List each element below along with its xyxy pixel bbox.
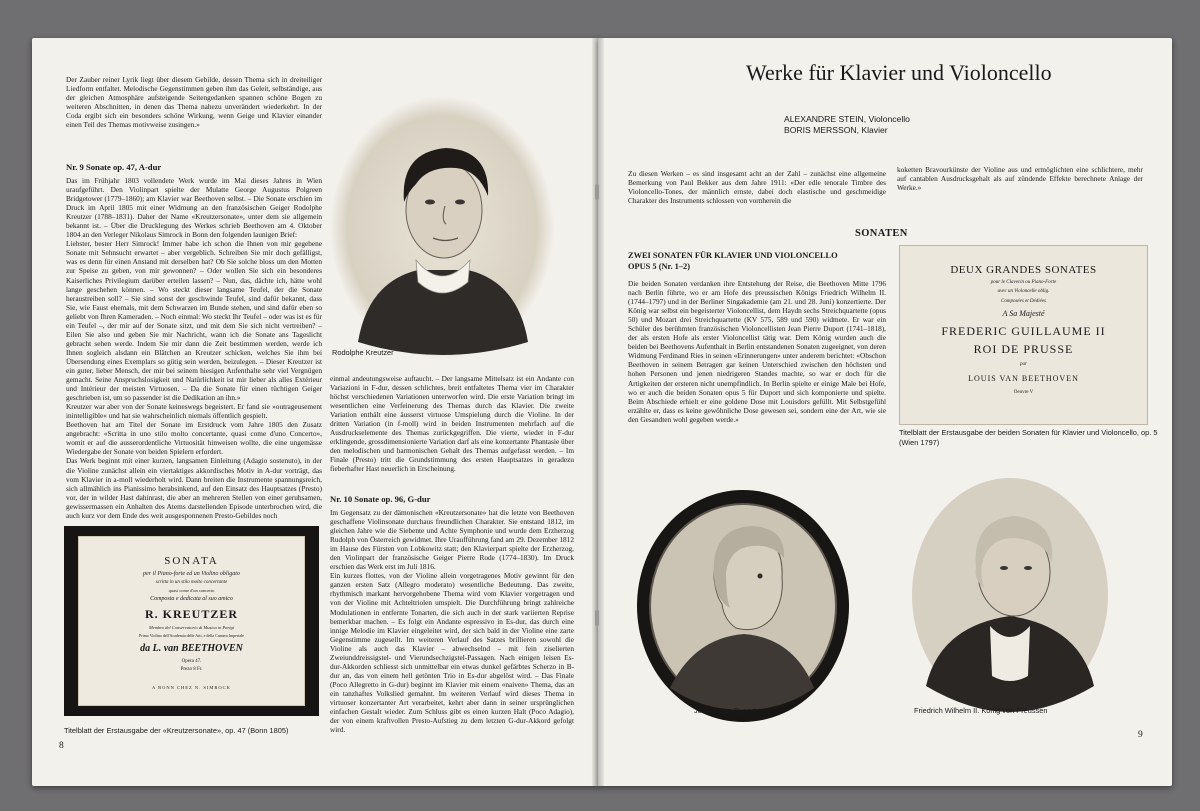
nr10-heading: Nr. 10 Sonate op. 96, G-dur	[330, 494, 431, 504]
nr9-continued-text: einmal andeutungsweise auftaucht. – Der langsame Mittelsatz ist ein Andante con Variazioni in F-dur, dessen schlichtes, breit entfaltetes Thema vier im Charakter höchst verschiedenen Variationen unterworfen wird. Die erste Variation bringt im wesentlichen eine Verfeinerung des Themas durch das Klavier. Die zweite Variation enthält eine äusserst virtuose Umspielung durch die Violine. In der dritten Variation (in f-moll) wird in beiden Instrumenten mehrfach auf die Ausdruckselemente des Themas zurückgegriffen. Die vierte, wieder in F-dur erklingende, grossdimensionierte Variation darf als eine konzertante Phantasie über den melodischen und harmonischen Gehalt des Themas aufgefasst werden. – Im Finale (Presto) tritt die Grundstimmung des ersten Hauptsatzes in geradezu fieberhafter Hast neuerlich in Erscheinung.	[330, 374, 574, 474]
tp-line: A Sa Majesté	[1002, 309, 1045, 318]
page-number-right: 9	[1138, 730, 1143, 740]
tp-line: avec un Violoncelle oblig.	[997, 289, 1050, 294]
friedrich-wilhelm-portrait	[910, 476, 1110, 714]
tp-line: per il Piano-forte ed un Violino obligato	[143, 571, 240, 577]
intro-col2: koketten Bravourkünste der Violine aus und ermöglichten eine schlichtere, mehr auf cantablen Ausdrucksgehalt als auf zündende Effekte berechnete Anlage der Werke.»	[897, 165, 1143, 193]
kreutzer-title-page-image	[64, 526, 319, 716]
tp-line: pour le Clavecin ou Piano-Forte	[990, 280, 1057, 285]
tp-line: da L. van BEETHOVEN	[140, 643, 243, 654]
tp-line: A BONN CHEZ N. SIMROCK	[152, 685, 231, 690]
tp-line: Membro del Conservatorio di Musica in Parigi	[148, 625, 235, 630]
booklet-spine	[592, 38, 604, 786]
section-heading: SONATEN	[855, 228, 908, 239]
tp-line: Oeuvre V	[1013, 390, 1034, 395]
nr9-heading: Nr. 9 Sonate op. 47, A-dur	[66, 162, 162, 172]
tp-line: Primo Violino dell'Academia delle Arti, e della Camera Imperiale	[139, 633, 244, 638]
duport-caption: Jean Pierre Duport	[694, 706, 757, 715]
nr10-body-text: Im Gegensatz zu der dämonischen «Kreutzersonate» hat die letzte von Beethoven geschaffene Violinsonate durchaus freundlichen Charakter. Sie entstand 1812, im gleichen Jahre wie die Siebente und Achte Symphonie und wurde dem Erzherzog Rudolph von Österreich gewidmet. Ihre Uraufführung fand am 29. Dezember 1812 im Hause des Fürsten von Lobkowitz statt; den Klavierpart spielte der Erzherzog, den Violinpart der französische Geiger Pierre Rode (1774–1830). Im Druck erschien das Werk erst im Juli 1816. Ein kurzes flottes, von der Violine allein vorgetragenes Motiv gewinnt für den ganzen ersten Satz (Allegro moderato) wesentliche Bedeutung. Das zweite, rhythmisch markant hervorgehobene Thema wird vom Klavier vorgetragen und von der Violine mit Achteltriolen umspielt. Die Durchführung bringt zahlreiche Modulationen in entfernte Tonarten, die sich auch in der stark variierten Reprise bemerkbar machen. – Es folgt ein Andante espressivo in Es-dur, das durch eine innige Melodie im Klavier eingeleitet wird, der sich bald in der Violine eine zarte Gegenstimme zugesellt. Im weiteren Verlauf des Satzes brillieren sowohl die Violine als auch das Klavier – abwechselnd – mit fein ziselierten Zweiunddreissigstel- und Vierundsechzigstel-Passagen. Nach einigen leisen Es-dur-Akkorden schliesst sich unmittelbar ein etwas dunkel gefärbtes Scherzo in B-dur an, das von einem hell getönten Trio in Es-dur abgelöst wird. – Das Finale (Poco Allegretto in G-dur) beginnt im Klavier mit einem «naiven» Thema, das an ein tanzhaftes Volkslied gemahnt. Im weiteren Verlauf wird dieses Thema in virtuoser konzertanter Art verarbeitet, kehrt aber dann in seiner ursprünglichen einfachen Gestalt wieder. Zum Schluss gibt es einen kurzen Halt (Poco Adagio), der von einem kraftvollen Presto-Aufstieg zu dem letzten G-dur-Akkord gefolgt wird.	[330, 508, 574, 735]
op5-title-caption: Titelblatt der Erstausgabe der beiden Sonaten für Klavier und Violoncello, op. 5 (Wien 1797)	[899, 428, 1158, 447]
kreutzer-title-caption: Titelblatt der Erstausgabe der «Kreutzersonate», op. 47 (Bonn 1805)	[64, 726, 289, 735]
staple-top	[595, 184, 599, 200]
tp-line: Opera 47.	[181, 659, 202, 664]
tp-line: Composta e dedicata al suo amico	[150, 596, 233, 602]
kreutzer-caption: Rodolphe Kreutzer	[332, 348, 394, 357]
tp-line: quasi come d'un concerto	[168, 588, 215, 593]
op5-body-text: Die beiden Sonaten verdanken ihre Entstehung der Reise, die Beethoven Mitte 1796 nach Berlin führte, wo er am Hofe des preussischen Königs Friedrich Wilhelm II. (1744–1797) und in der Berliner Singakademie (am 21. und 28. Juni) konzertierte. Der König war selbst ein begeisterter Violoncellist, dem Haydn sechs Streichquartette (opus 50) und Mozart drei Streichquartette (KV 575, 589 und 590) widmete. Er war ein Schüler des berühmten französischen Violoncellisten Jean Pierre Duport (1741–1818), der als ersten Hofe als erster Violoncellist tätig war. Dem König wurden auch die beiden bei Beethovens Aufenthalt in Berlin entstandenen Sonaten zugeeignet, von deren Widmung Ferdinand Ries in seinen «Erinnerungen» unter anderem berichtet: «Obschon Beethoven in seinem Betragen gar keinen Unterschied zwischen den höchsten und hohen Personen und jenen niedrigeren Standes machte, so war er doch für die Artigkeiten der ersteren nicht unempfindlich. In Berlin spielte er einige Male bei Hofe, wo er auch die beiden Sonaten opus 5 für Duport und sich komponierte und spielte. Beim Abschiede erhielt er eine goldene Dose mit Louisdors gefüllt. Mit Selbstgefühl erzählte er, dass es keine gewöhnliche Dose gewesen sei, sondern eine der Art, wie sie den Gesandten wohl gegeben werde.»	[628, 279, 886, 424]
performer-cellist: ALEXANDRE STEIN, Violoncello	[784, 114, 910, 124]
tp-line: DEUX GRANDES SONATES	[950, 264, 1097, 276]
staple-bottom	[595, 610, 599, 626]
left-page	[32, 38, 598, 786]
performer-pianist: BORIS MERSSON, Klavier	[784, 125, 888, 135]
tp-line: Composées et Dédiées	[1001, 299, 1046, 304]
nr9-body-text: Das im Frühjahr 1803 vollendete Werk wurde im Mai dieses Jahres in Wien uraufgeführt. Den Violinpart spielte der Mulatte George Augustus Polgreen Bridgetower (1779–1860); am Klavier war Beethoven selbst. – Die Sonate erschien im Druck im April 1805 mit einer Widmung an den französischen Geiger Rodolphe Kreutzer (1788–1831). Daher der Name «Kreutzersonate», unter dem sie allgemein bekannt ist. – Über die Drucklegung des Werkes schrieb Beethoven am 4. Oktober 1804 an den Verleger Nikolaus Simrock in Bonn den folgenden launigen Brief: Liebster, bester Herr Simrock! Immer habe ich schon die Ihnen von mir gegebene Sonate mit Sehnsucht erwartet – aber vergeblich. Schreiben Sie mir doch gefälligst, was es denn für einen Anstand mit derselben hat? Ob Sie solche bloss um den Motten zur Speise zu geben, von mir gewonnen? – Oder wollen Sie sich ein besonderes Kaiserliches Privilegium darüber erteilen lassen? – Nun, das, dächte ich, hätte wohl lange geschehen können. – Wo steckt dieser langsame Teufel, der die Sonate heraustreiben soll? – Sie sind sonst der geschwinde Teufel, sind dafür bekannt, dass Sie, wie Faust ehemals, mit dem Schwarzen im Bunde stehen, und sind dafür eben so geliebt von Ihren Kameraden. – Noch einmal: Wo steckt Ihr Teufel – oder was ist es für ein Teufel –, der mir auf der Sonate sitzt, und mit dem Sie sich nicht vertreiben? – Eilen Sie also und geben Sie mir Nachricht, wann ich die Sonate ans Tageslicht gebracht sehen werde. Indem Sie mir dann die Zeit bestimmen werden, werde ich Ihnen sogleich alsdann ein Blätchen an Kreutzer schicken, welches Sie ihm bei Übersendung eines Exemplars so gütig sein werden, beizulegen. – Dieser Kreutzer ist ein guter, lieber Mensch, der mir bei seinem hiesigen Aufenthalte sehr viel Vergnügen gemacht. Seine Anspruchslosigkeit und Natürlichkeit ist mir lieber als alles Extérieur und Intérieur der meisten Virtuosen. – Da die Sonate für einen tüchtigen Geiger geschrieben ist, um so passender ist die Dedikation an ihn.» Kreutzer war aber von der Sonate keineswegs begeistert. Er fand sie »outrageusement inintelligible« und hat sie wahrscheinlich niemals öffentlich gespielt. Beethoven hat am Titel der Sonate im Erstdruck vom Jahre 1805 den Zusatz angebracht: «Scritta in uno stilo molto concertante, quasi come d'uno Concerto», womit er auf die ausserordentliche Virtuosität hinweisen wollte, die eine ungemässe Wiedergabe der Sonate von beiden Spielern erfordert. Das Werk beginnt mit einer kurzen, langsamen Einleitung (Adagio sostenuto), in der die Violine zunächst allein ein viertaktiges akkordisches Motiv in A-dur vorträgt, das vom Klavier in a-moll wiederholt wird. Dann breiten die Instrumente spannungsreich, sich allmählich ins Pianissimo herabsinkend, auf den Einsatz des Hauptsatzes (Presto) vor, der in wilder Hast dahinrast, die aber an mehreren Stellen von einer geruhsamen, gewissermassen ein Anhalten des Atems darstellenden Episode unterbrochen wird, die auch kurz vor dem Ende des weit ausgesponnenen Presto-Gebildes noch	[66, 176, 322, 520]
tp-line: LOUIS VAN BEETHOVEN	[968, 374, 1079, 383]
tp-line: SONATA	[164, 555, 219, 567]
title-page-paper	[78, 536, 305, 706]
tp-line: ROI DE PRUSSE	[973, 342, 1074, 356]
tp-line: scritta in un stilo molto concertante	[155, 580, 228, 585]
kreutzer-portrait	[328, 92, 556, 364]
tp-line: Prezo 8 Fr.	[180, 667, 203, 672]
right-page	[598, 38, 1172, 786]
page-number-left: 8	[59, 741, 64, 751]
friedrich-wilhelm-caption: Friedrich Wilhelm II. König von Preussen	[914, 706, 1048, 715]
op5-heading: ZWEI SONATEN FÜR KLAVIER UND VIOLONCELLO OPUS 5 (Nr. 1–2)	[628, 251, 838, 271]
tp-line: par	[1020, 362, 1027, 367]
op5-title-page-image	[899, 245, 1148, 425]
intro-col1: Zu diesen Werken – es sind insgesamt acht an der Zahl – zunächst eine allgemeine Bemerkung von Paul Bekker aus dem Jahre 1911: «Der edle tenorale Timbre des Violoncello-Tones, der männlich ernste, dabei doch elastische und geschmeidige Charakter des Instruments schlossen von vornherein die	[628, 169, 886, 206]
friedrich-wilhelm-engraving	[910, 476, 1110, 714]
kreutzer-portrait-engraving	[328, 92, 556, 364]
tp-line: FREDERIC GUILLAUME II	[941, 324, 1106, 338]
intro-paragraph: Der Zauber reiner Lyrik liegt über diesem Gebilde, dessen Thema sich in dreiteiliger Liedform entfaltet. Melodische Gegenstimmen geben ihm das Geleit, selbständige, aus der gleichen Atmosphäre aufsteigende Seitengedanken spannen schöne Bogen zu weiteren Abschnitten, in denen das Thema nahezu unverändert wiederkehrt. In der Coda ergibt sich ein besonders schöne Wirkung, wenn Geige und Klavier einander einen Teil des Themas motivweise zusingen.»	[66, 75, 322, 130]
tp-line: R. KREUTZER	[144, 607, 238, 621]
page-title: Werke für Klavier und Violoncello	[746, 60, 1052, 85]
